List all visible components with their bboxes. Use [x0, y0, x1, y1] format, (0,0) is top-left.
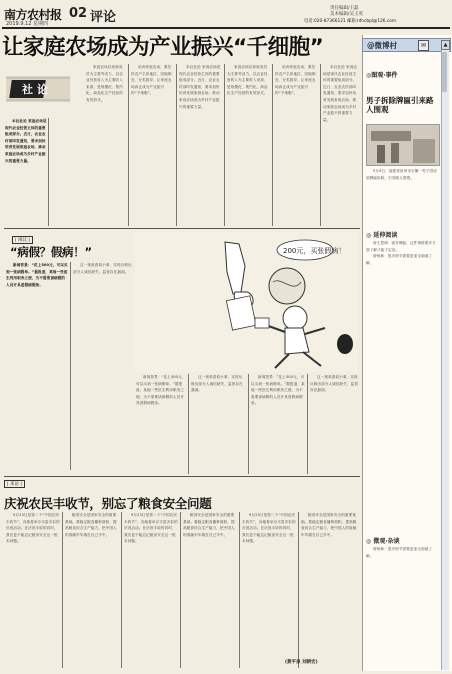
paragraph: @杨林：很多细节需要更加全面地了解。 [366, 547, 433, 558]
paragraph: 本社社论 家庭农场是现代农业经营主体的重要组成部分。近日，农业农村部印发通知，要求加快培育发展家庭农场，推动家庭农场成为乡村产业振兴的重要力量。 [5, 119, 47, 163]
column-divider [70, 262, 71, 470]
sidebar-topic: ◎图观·事件 [366, 72, 398, 79]
paragraph: 粮食安全是国家安全的重要基础。要稳定粮食播种面积，提高粮食综合生产能力，把中国人的饭碗牢牢端在自己手中。 [65, 513, 117, 537]
cartoon-caption: 200元，买张假病！ [283, 247, 346, 255]
paragraph: 9月23日是第二个“中国农民丰收节”，各地将举办丰富多彩的庆祝活动。在庆祝丰收的同时，我们更不能忘记粮食安全这一根本问题。 [124, 513, 178, 544]
paragraph: 新闻背景：“花上300元，可以买到一张病假单。”据报道，某地一些医生利用职务之便，为不需要请病假的人员开具虚假病假条。 [136, 375, 186, 406]
paragraph: 家庭农场以家庭成员为主要劳动力，以农业经营收入为主要收入来源，是规模化、集约化、商品化生产经营的有效形式。 [227, 65, 268, 96]
paragraph: 这一现象看似小事，实则反映出部分人诚信缺失，监管存在漏洞。 [310, 375, 359, 393]
editorial-emblem [6, 64, 70, 116]
editorial-label: 社 论 [22, 83, 48, 96]
column-divider [298, 512, 299, 668]
column-divider [121, 512, 122, 668]
section-rule [4, 476, 360, 477]
second-article-column [301, 512, 358, 656]
second-article-column [183, 512, 237, 662]
second-article-byline: (黄平泉 刘耕宏) [285, 660, 318, 665]
paragraph: 培育家庭农场，要坚持农户主体地位，因地制宜，分类指导，让家庭农场真正成为产业振兴的“千细胞”。 [275, 65, 316, 96]
column-divider [320, 64, 321, 226]
column-divider [62, 512, 63, 668]
column-divider [239, 512, 240, 668]
column-divider [307, 374, 308, 474]
box-article-title: “病假？假病！” [10, 245, 92, 259]
column-divider [48, 118, 49, 226]
sidebar-photo [366, 124, 440, 166]
sidebar-text [366, 168, 438, 228]
paragraph: 家庭农场以家庭成员为主要劳动力，以农业经营收入为主要收入来源，是规模化、集约化、商品化生产经营的有效形式。 [86, 65, 123, 102]
paragraph: 培育家庭农场，要坚持农户主体地位，因地制宜，分类指导，让家庭农场真正成为产业振兴的“千细胞”。 [131, 65, 172, 96]
sidebar-text [366, 240, 438, 530]
paragraph: 本社社论 家庭农场是现代农业经营主体的重要组成部分。近日，农业农村部印发通知，要求加快培育发展家庭农场，推动家庭农场成为乡村产业振兴的重要力量。 [323, 65, 358, 122]
header-rule [2, 27, 450, 29]
main-article-column [131, 64, 173, 226]
weibo-icon: ✉ [418, 40, 429, 51]
main-article-column [86, 64, 126, 226]
box-article-column [191, 374, 246, 474]
main-article-column [179, 64, 221, 226]
main-article-column [275, 64, 317, 226]
column-divider [188, 374, 189, 474]
paragraph: 这一现象看似小事，实则反映出部分人诚信缺失，监管存在漏洞。 [191, 375, 243, 393]
box-article-column [251, 374, 305, 474]
box-article-label: | 闲议 | [12, 236, 33, 244]
box-article-column [310, 374, 359, 474]
editor-line: 责任编辑/王磊 [330, 6, 359, 11]
paragraph: 新闻背景：“花上300元，可以买到一张病假单。”据报道，某地一些医生利用职务之便，为不需要请病假的人员开具虚假病假条。 [251, 375, 305, 406]
paragraph: @王思明：面对牌匾，这件事情要多方面了解才能下定论。 [366, 241, 436, 252]
main-article-column [5, 118, 47, 225]
section-name: 评论 [90, 10, 117, 25]
sidebar-text [366, 546, 438, 668]
main-article-column [323, 64, 359, 226]
second-article-column [242, 512, 296, 662]
second-article-label: | 来论 | [4, 480, 25, 488]
scrollbar-track[interactable] [441, 50, 449, 670]
box-article-column [73, 262, 133, 470]
scrollbar-thumb[interactable] [442, 52, 447, 92]
second-article-column [6, 512, 60, 662]
paragraph: 9月9日，福建省泉州市石狮一男子因房屋牌匾拆除，引发路人围观。 [366, 169, 437, 180]
main-headline: 让家庭农场成为产业振兴“千细胞” [2, 35, 324, 60]
editor-credits [330, 6, 363, 18]
contact-line: 电话:020-87366121 邮箱:nfncbpl@126.com [304, 19, 397, 24]
editorial-cartoon [135, 232, 357, 372]
sidebar-subheading-2: ◎ 微观·杂谈 [366, 538, 400, 545]
column-divider [248, 374, 249, 474]
masthead: 南方农村报 [4, 8, 62, 22]
issue-date: 2019.9.12 星期四 [6, 21, 49, 27]
section-rule [4, 228, 360, 229]
sidebar-headline: 男子拆除牌匾引来路人围观 [366, 96, 434, 114]
paragraph: 粮食安全是国家安全的重要基础。要稳定粮食播种面积，提高粮食综合生产能力，把中国人的饭碗牢牢端在自己手中。 [183, 513, 235, 537]
editor-line: 美术编辑/吴玉英 [330, 12, 364, 17]
paragraph: 粮食安全是国家安全的重要基础。要稳定粮食播种面积，提高粮食综合生产能力，把中国人的饭碗牢牢端在自己手中。 [301, 513, 357, 537]
paragraph: 新闻背景：“花上300元，可以买到一张病假单。”据报道，某地一些医生利用职务之便，为不需要请病假的人员开具虚假病假条。 [6, 263, 68, 287]
box-article-column [6, 262, 68, 470]
column-divider [128, 64, 129, 226]
second-article-column [65, 512, 119, 662]
page-number: 02 [69, 6, 88, 21]
second-headline: 庆祝农民丰收节，别忘了粮食安全问题 [4, 496, 212, 511]
second-article-column [124, 512, 178, 662]
paragraph: 本社社论 家庭农场是现代农业经营主体的重要组成部分。近日，农业农村部印发通知，要求加快培育发展家庭农场，推动家庭农场成为乡村产业振兴的重要力量。 [179, 65, 221, 109]
paragraph: 这一现象看似小事，实则反映出部分人诚信缺失，监管存在漏洞。 [73, 263, 132, 274]
paragraph: 9月23日是第二个“中国农民丰收节”，各地将举办丰富多彩的庆祝活动。在庆祝丰收的同时，我们更不能忘记粮食安全这一根本问题。 [242, 513, 296, 544]
column-divider [180, 512, 181, 668]
sidebar-subheading: ◎ 延伸阅读 [366, 232, 398, 239]
paragraph: 9月23日是第二个“中国农民丰收节”，各地将举办丰富多彩的庆祝活动。在庆祝丰收的同时，我们更不能忘记粮食安全这一根本问题。 [6, 513, 60, 544]
column-divider [224, 64, 225, 226]
weibo-title: @微博村 [367, 41, 397, 50]
paragraph: @杨林：很多细节需要更加全面地了解。 [366, 254, 433, 265]
box-article-column [136, 374, 186, 474]
main-article-column [227, 64, 269, 226]
scroll-up-arrow[interactable]: ▲ [441, 40, 450, 50]
column-divider [272, 64, 273, 226]
column-divider [176, 64, 177, 226]
